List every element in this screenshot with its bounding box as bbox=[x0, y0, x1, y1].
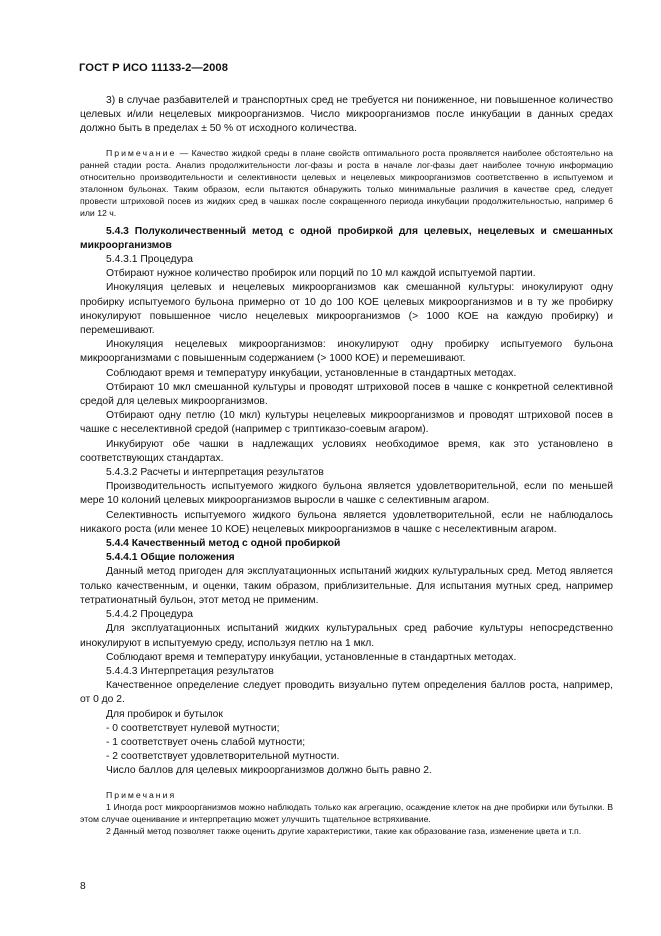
paragraph: Инкубируют обе чашки в надлежащих условиях необходимое время, как это установлено в соответствующих стандартах. bbox=[80, 438, 613, 464]
section-5-4-4-3-heading: 5.4.4.3 Интерпретация результатов bbox=[106, 665, 274, 677]
paragraph: Число баллов для целевых микроорганизмов должно быть равно 2. bbox=[106, 765, 432, 777]
paragraph: Отбирают нужное количество пробирок или порций по 10 мл каждой испытуемой партии. bbox=[106, 268, 536, 280]
note-item: 2 Данный метод позволяет также оценить другие характеристики, такие как образование газа, изменение цвета и т.п. bbox=[106, 825, 582, 836]
section-5-4-3-heading: 5.4.3 Полуколичественный метод с одной пробиркой для целевых, нецелевых и смешанных микроорганизмов bbox=[80, 225, 613, 251]
list-item: - 0 соответствует нулевой мутности; bbox=[106, 722, 280, 734]
paragraph: Инокуляция целевых и нецелевых микроорганизмов как смешанной культуры: инокулируют одну пробирку испытуемого бульона примерно от 10 до 100 КОЕ целевых микроорганизмов и в ту же пробирку инокулируют повышенное число нецелевых микроорганизмов (> 1000 КОЕ на каждую пробирку) и перемешивают. bbox=[80, 282, 613, 337]
paragraph: Качественное определение следует проводить визуально путем определения баллов роста, например, от 0 до 2. bbox=[80, 680, 613, 706]
notes-label bbox=[80, 789, 613, 801]
paragraph: Для эксплуатационных испытаний жидких культуральных сред рабочие культуры непосредственно инокулируют в испытуемую среду, используя петлю на 1 мкл. bbox=[80, 623, 613, 649]
notes-label-text: Примечания bbox=[106, 789, 177, 800]
intro-item-3: 3) в случае разбавителей и транспортных сред не требуется ни пониженное, ни повышенное количество целевых и/или нецелевых микроорганизмов. Число микроорганизмов после инкубации в данных средах должно быть в пределах ± 50 % от исходного количества. bbox=[80, 95, 613, 135]
paragraph: Соблюдают время и температуру инкубации, установленные в стандартных методах. bbox=[106, 367, 517, 379]
document-body bbox=[80, 94, 613, 837]
section-5-4-3-2-heading: 5.4.3.2 Расчеты и интерпретация результатов bbox=[106, 467, 324, 479]
note-item: 1 Иногда рост микроорганизмов можно наблюдать только как агрегацию, осаждение клеток на дне пробирки или бутылки. В этом случае оценивание и интерпретацию может улучшить тщательное встряхивание. bbox=[80, 801, 613, 824]
paragraph: Для пробирок и бутылок bbox=[106, 708, 223, 720]
paragraph: Производительность испытуемого жидкого бульона является удовлетворительной, если по меньшей мере 10 колоний целевых микроорганизмов выросли в чашке с селективным агаром. bbox=[80, 481, 613, 507]
paragraph: Отбирают 10 мкл смешанной культуры и проводят штриховой посев в чашке с конкретной селективной средой для целевых микроорганизмов. bbox=[80, 381, 613, 408]
paragraph: Соблюдают время и температуру инкубации, установленные в стандартных методах. bbox=[106, 651, 517, 663]
section-5-4-4-2-heading: 5.4.4.2 Процедура bbox=[106, 609, 193, 621]
list-item: - 1 соответствует очень слабой мутности; bbox=[106, 736, 306, 748]
note-1-label: Примечание bbox=[106, 147, 177, 158]
paragraph: Данный метод пригоден для эксплуатационных испытаний жидких культуральных сред. Метод является только качественным, и оценки, таким образом, приблизительные. Для испытания мутных сред, например тетратионатный бульон, этот метод не применим. bbox=[80, 566, 613, 606]
list-item: - 2 соответствует удовлетворительной мутности. bbox=[106, 751, 340, 763]
section-5-4-3-1-heading: 5.4.3.1 Процедура bbox=[106, 254, 193, 266]
section-5-4-4-1-heading: 5.4.4.1 Общие положения bbox=[106, 552, 235, 564]
paragraph: Селективность испытуемого жидкого бульона является удовлетворительной, если не наблюдалось никакого роста (или менее 10 КОЕ) нецелевых микроорганизмов в чашке с неселективным агаром. bbox=[80, 509, 613, 535]
note-1-text: — Качество жидкой среды в плане свойств оптимального роста проявляется наиболее обстоятельно на ранней стадии роста. Анализ продолжительности лог-фазы и роста в начале лог-фазы дает наиболее точную информацию относительно производительности и селективности целевых и нецелевых микроорганизмов соответственно в испытуемом и эталонном бульонах. Таким образом, если пытаются обнаружить только минимальные различия в качестве сред, следует провести штриховой посев из жидких сред в чашках после сокращенного периода инкубации продолжительностью, например 6 или 12 ч. bbox=[80, 147, 613, 218]
page-number: 8 bbox=[80, 881, 86, 892]
section-5-4-4-heading: 5.4.4 Качественный метод с одной пробиркой bbox=[106, 538, 341, 550]
document-header: ГОСТ Р ИСО 11133-2—2008 bbox=[79, 62, 229, 74]
note-1 bbox=[80, 147, 613, 219]
paragraph: Инокуляция нецелевых микроорганизмов: инокулируют одну пробирку испытуемого бульона микроорганизмами с повышенным содержанием (> 1000 КОЕ) и перемешивают. bbox=[80, 339, 613, 365]
paragraph: Отбирают одну петлю (10 мкл) культуры нецелевых микроорганизмов и проводят штриховой посев в чашке с неселективной средой (например с триптиказо-соевым агаром). bbox=[80, 410, 613, 436]
